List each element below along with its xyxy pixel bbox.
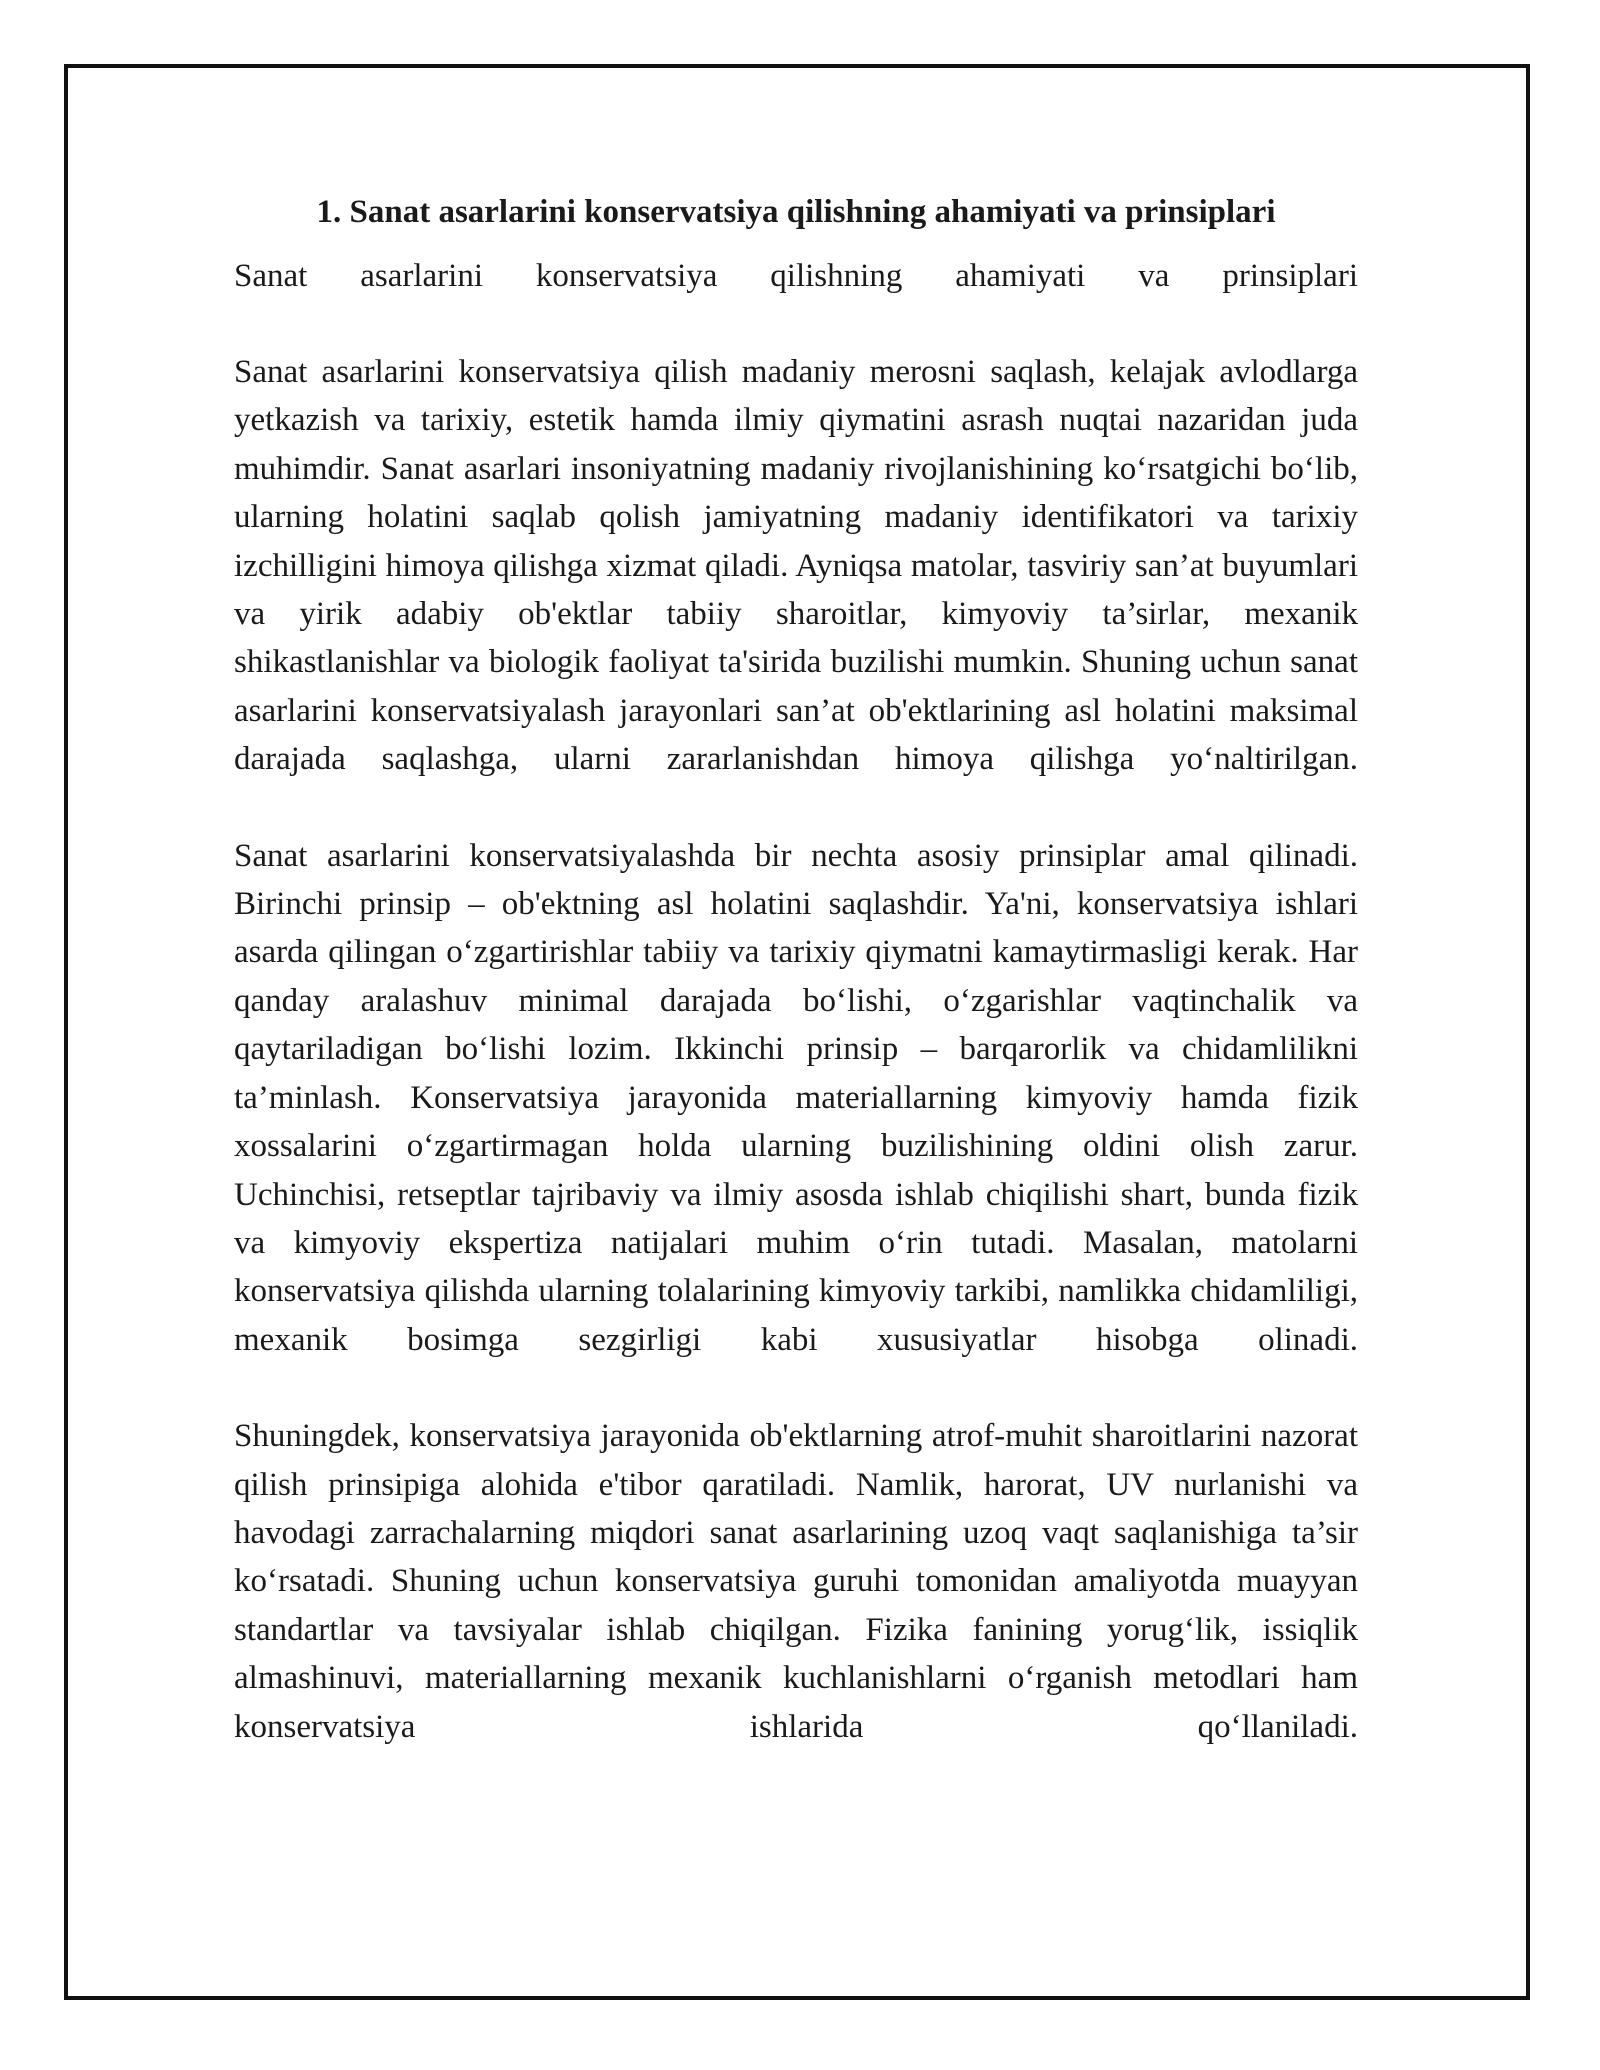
- subtitle: Sanat asarlarini konservatsiya qilishning ahamiyati va prinsiplari: [234, 258, 1358, 294]
- document-body: [234, 188, 1358, 1751]
- paragraph-3: Shuningdek, konservatsiya jarayonida ob'ektlarning atrof-muhit sharoitlarini nazorat qilish prinsipiga alohida e'tibor qaratiladi. Namlik, harorat, UV nurlanishi va havodagi zarrachalarning miqdori sanat asarlarining uzoq vaqt saqlanishiga ta’sir ko‘rsatadi. Shuning uchun konservatsiya guruhi tomonidan amaliyotda muayyan standartlar va tavsiyalar ishlab chiqilgan. Fizika fanining yorug‘lik, issiqlik almashinuvi, materiallarning mexanik kuchlanishlarni o‘rganish metodlari ham konservatsiya ishlarida qo‘llaniladi.: [234, 1418, 1358, 1745]
- paragraph-2: Sanat asarlarini konservatsiyalashda bir nechta asosiy prinsiplar amal qilinadi. Birinchi prinsip – ob'ektning asl holatini saqlashdir. Ya'ni, konservatsiya ishlari asarda qilingan o‘zgartirishlar tabiiy va tarixiy qiymatni kamaytirmasligi kerak. Har qanday aralashuv minimal darajada bo‘lishi, o‘zgarishlar vaqtinchalik va qaytariladigan bo‘lishi lozim. Ikkinchi prinsip – barqarorlik va chidamlilikni ta’minlash. Konservatsiya jarayonida materiallarning kimyoviy hamda fizik xossalarini o‘zgartirmagan holda ularning buzilishining oldini olish zarur. Uchinchisi, retseptlar tajribaviy va ilmiy asosda ishlab chiqilishi shart, bunda fizik va kimyoviy ekspertiza natijalari muhim o‘rin tutadi. Masalan, matolarni konservatsiya qilishda ularning tolalarining kimyoviy tarkibi, namlikka chidamliligi, mexanik bosimga sezgirligi kabi xususiyatlar hisobga olinadi.: [234, 837, 1358, 1358]
- paragraph-1: Sanat asarlarini konservatsiya qilish madaniy merosni saqlash, kelajak avlodlarga yetkazish va tarixiy, estetik hamda ilmiy qiymatini asrash nuqtai nazaridan juda muhimdir. Sanat asarlari insoniyatning madaniy rivojlanishining ko‘rsatgichi bo‘lib, ularning holatini saqlab qolish jamiyatning madaniy identifikatori va tarixiy izchilligini himoya qilishga xizmat qiladi. Ayniqsa matolar, tasviriy san’at buyumlari va yirik adabiy ob'ektlar tabiiy sharoitlar, kimyoviy ta’sirlar, mexanik shikastlanishlar va biologik faoliyat ta'sirida buzilishi mumkin. Shuning uchun sanat asarlarini konservatsiyalash jarayonlari san’at ob'ektlarining asl holatini maksimal darajada saqlashga, ularni zararlanishdan himoya qilishga yo‘naltirilgan.: [234, 354, 1358, 778]
- page-title: 1. Sanat asarlarini konservatsiya qilishning ahamiyati va prinsiplari: [316, 194, 1276, 230]
